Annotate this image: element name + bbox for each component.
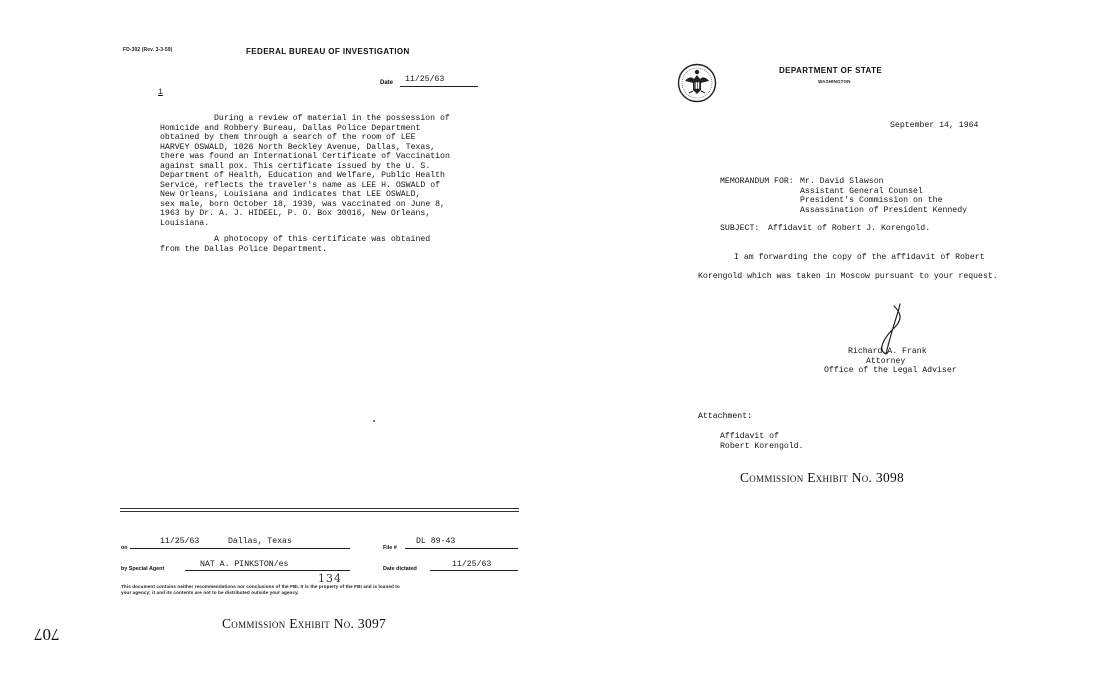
fbi-p1-line: 1963 by Dr. A. J. HIDEEL, P. O. Box 30016, New Orleans, [160,209,431,218]
fbi-p1-line: there was found an International Certificate of Vaccination [160,152,450,161]
signer-name: Richard A. Frank [848,347,927,356]
fbi-footnote-line: your agency; it and its contents are not to be distributed outside your agency. [121,590,299,595]
fbi-agent-label: by Special Agent [121,566,165,572]
subject-value: Affidavit of Robert J. Korengold. [768,224,931,233]
fbi-p1-line: Louisiana. [160,218,210,228]
fbi-agent-underline [185,570,350,571]
attachment-label: Attachment: [698,412,753,421]
fbi-agency-header: FEDERAL BUREAU OF INVESTIGATION [246,47,410,56]
attachment-line: Robert Korengold. [720,441,804,451]
fbi-file-label: File # [383,545,397,551]
fbi-dictated-underline [430,570,518,571]
fbi-p1-line: Homicide and Robbery Bureau, Dallas Police Department [160,123,421,133]
fbi-on-label: on [121,545,128,551]
commission-exhibit-3097: Commission Exhibit No. 3097 [222,616,387,631]
fbi-on-underline [130,548,350,549]
fbi-footnote-line: This document contains neither recommendations nor conclusions of the FBI. It is the property of the FBI and is loaned to [121,584,400,589]
fbi-p2-line: A photocopy of this certificate was obtained [214,235,431,244]
fbi-p1-line: New Orleans, Louisiana and indicates that LEE OSWALD, [160,190,421,199]
scan-speck [373,420,375,422]
signer-office: Office of the Legal Adviser [824,366,957,375]
attachment-line: Affidavit of [720,432,779,441]
state-body-line: Korengold which was taken in Moscow pursuant to your request. [698,272,998,281]
fbi-p1-line: HARVEY OSWALD, 1026 North Beckley Avenue, Dallas, Texas, [160,142,436,152]
memo-line: Assassination of President Kennedy [800,205,968,215]
fbi-p1-line: During a review of material in the possession of [214,114,450,123]
signer-title: Attorney [866,357,906,366]
fbi-p1-line: sex male, born October 18, 1939, was vaccinated on June 8, [160,199,445,209]
state-date: September 14, 1964 [890,121,979,130]
state-seal-icon [677,63,717,103]
fbi-date-value: 11/25/63 [405,75,445,84]
memo-label: MEMORANDUM FOR: [720,177,794,186]
memo-line: Mr. David Slawson [800,177,884,186]
fbi-agent-value: NAT A. PINKSTON/es [200,560,289,569]
fbi-footer-rule [120,508,519,512]
fbi-file-underline [405,548,518,549]
fbi-page-mark: 1 [158,88,163,97]
commission-exhibit-3098: Commission Exhibit No. 3098 [740,470,905,485]
memo-line: President's Commission on the [800,196,943,205]
fbi-date-label: Date [380,80,394,86]
page-number: 707 [34,625,60,644]
handwritten-page-number: 134 [318,572,342,585]
subject-label: SUBJECT: [720,224,760,233]
state-body-line: I am forwarding the copy of the affidavit of Robert [734,253,985,262]
memo-line: Assistant General Counsel [800,186,923,196]
fbi-p1-line: Department of Health, Education and Welfare, Public Health [160,171,445,180]
fbi-p1-line: against small pox. This certificate issued by the U. S. [160,161,431,171]
state-city: WASHINGTON [818,79,851,84]
fbi-p1-line: Service, reflects the traveler's name as LEE H. OSWALD of [160,180,441,190]
fbi-on-value: 11/25/63 [160,537,200,546]
fbi-date-underline [400,86,478,87]
fbi-p2-line: from the Dallas Police Department. [160,244,328,254]
fbi-file-value: DL 89-43 [416,537,456,546]
fbi-at-value: Dallas, Texas [228,537,292,546]
fbi-dictated-label: Date dictated [383,566,417,572]
state-department-header: DEPARTMENT OF STATE [779,66,883,75]
fbi-dictated-value: 11/25/63 [452,560,492,569]
fbi-p1-line: obtained by them through a search of the room of LEE [160,133,416,142]
fbi-form-number: FD-302 (Rev. 3-3-59) [123,47,173,53]
